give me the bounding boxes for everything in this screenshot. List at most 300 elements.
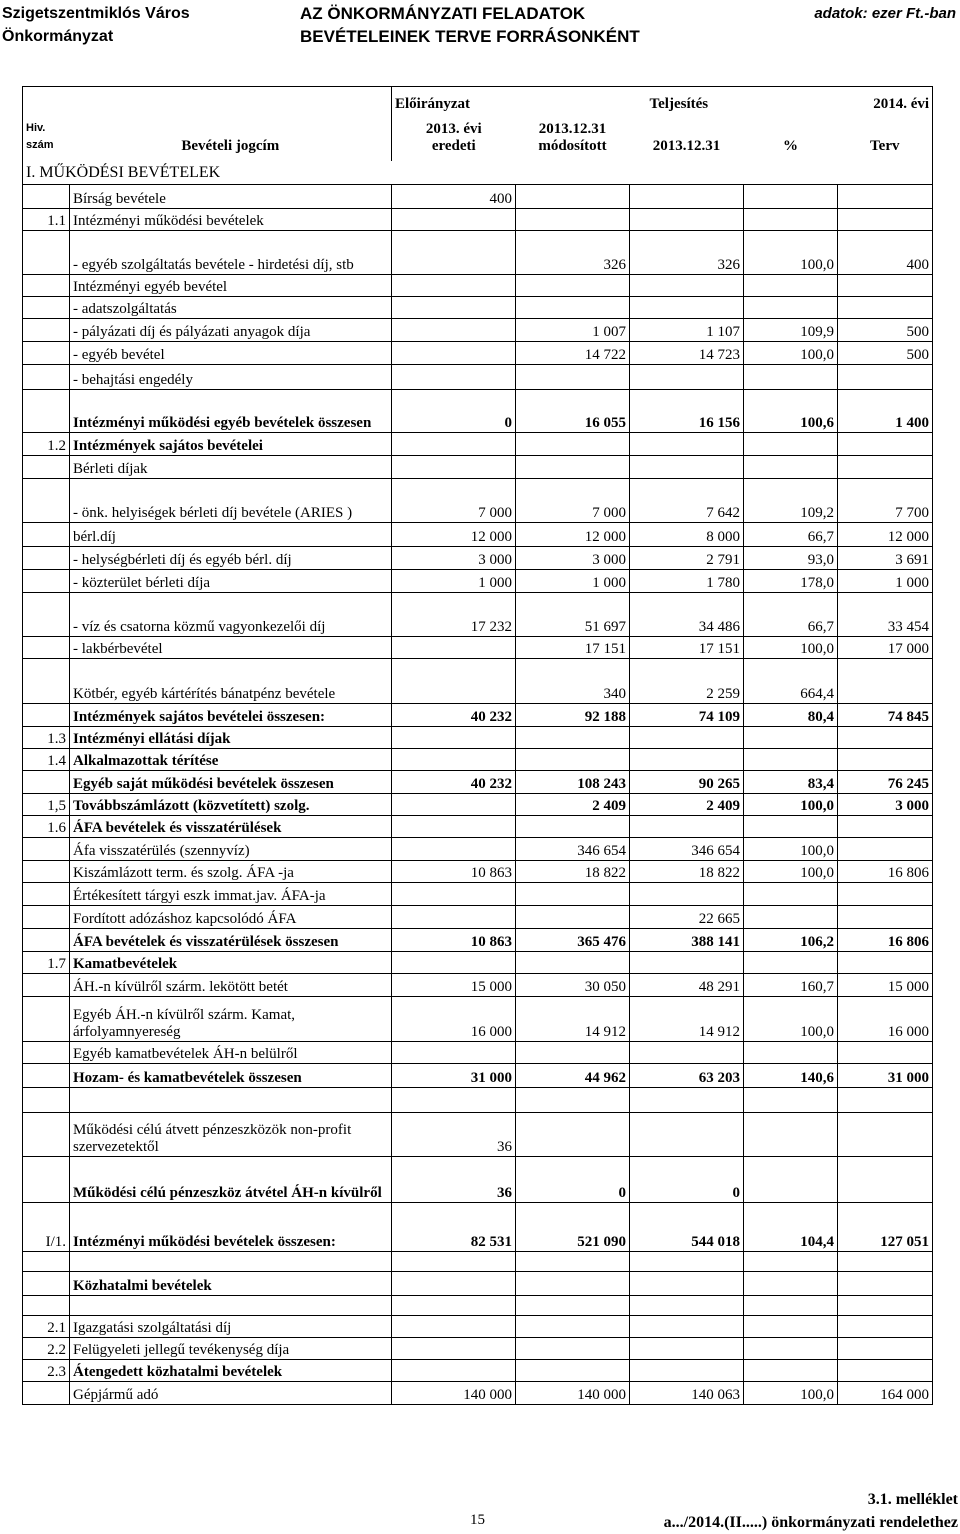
value-modositott bbox=[516, 1113, 630, 1157]
value-teljesites: 63 203 bbox=[630, 1064, 744, 1088]
section-title: I. MŰKÖDÉSI BEVÉTELEK bbox=[23, 161, 392, 185]
row-id bbox=[23, 593, 70, 637]
row-label: Továbbszámlázott (közvetített) szolg. bbox=[70, 794, 392, 816]
row-label: Kötbér, egyéb kártérítés bánatpénz bevétele bbox=[70, 659, 392, 704]
value-percent bbox=[744, 749, 838, 771]
value-terv bbox=[838, 433, 933, 456]
value-percent: 100,0 bbox=[744, 231, 838, 275]
value-modositott: 0 bbox=[516, 1157, 630, 1203]
row-label: Egyéb ÁH.-n kívülről szárm. Kamat, árfolyamnyereség bbox=[70, 997, 392, 1042]
value-percent: 100,0 bbox=[744, 1382, 838, 1405]
value-eredeti: 0 bbox=[392, 390, 516, 433]
row-label: - behajtási engedély bbox=[70, 365, 392, 390]
value-percent bbox=[744, 209, 838, 231]
value-modositott bbox=[516, 209, 630, 231]
value-modositott: 18 822 bbox=[516, 861, 630, 883]
value-teljesites bbox=[630, 816, 744, 838]
row-id bbox=[23, 456, 70, 479]
value-percent: 140,6 bbox=[744, 1064, 838, 1088]
value-percent: 160,7 bbox=[744, 974, 838, 997]
value-modositott: 51 697 bbox=[516, 593, 630, 637]
row-label: Alkalmazottak térítése bbox=[70, 749, 392, 771]
row-label: Intézményi működési bevételek összesen: bbox=[70, 1203, 392, 1252]
row-label: Működési célú pénzeszköz átvétel ÁH-n kívülről bbox=[70, 1157, 392, 1203]
row-id bbox=[23, 319, 70, 342]
value-teljesites bbox=[630, 433, 744, 456]
row-id: 2.1 bbox=[23, 1316, 70, 1338]
value-teljesites: 16 156 bbox=[630, 390, 744, 433]
row-label bbox=[70, 1296, 392, 1316]
value-modositott bbox=[516, 1042, 630, 1064]
row-label: Fordított adózáshoz kapcsolódó ÁFA bbox=[70, 906, 392, 929]
municipality-name-line2: Önkormányzat bbox=[2, 28, 114, 45]
value-teljesites: 544 018 bbox=[630, 1203, 744, 1252]
table-row bbox=[23, 275, 933, 297]
value-percent: 100,6 bbox=[744, 390, 838, 433]
value-modositott bbox=[516, 1272, 630, 1296]
value-modositott bbox=[516, 1252, 630, 1272]
value-teljesites bbox=[630, 1088, 744, 1113]
table-row bbox=[23, 433, 933, 456]
value-terv: 127 051 bbox=[838, 1203, 933, 1252]
value-percent bbox=[744, 727, 838, 749]
value-teljesites bbox=[630, 1296, 744, 1316]
value-terv bbox=[838, 816, 933, 838]
value-eredeti bbox=[392, 883, 516, 906]
table-row bbox=[23, 547, 933, 570]
value-eredeti: 10 863 bbox=[392, 929, 516, 952]
value-terv bbox=[838, 209, 933, 231]
row-id: 1.4 bbox=[23, 749, 70, 771]
value-percent bbox=[744, 1360, 838, 1382]
value-modositott bbox=[516, 952, 630, 974]
row-id bbox=[23, 185, 70, 209]
row-id bbox=[23, 297, 70, 319]
value-teljesites: 2 409 bbox=[630, 794, 744, 816]
col-hiv: Hiv. bbox=[26, 121, 46, 134]
value-terv: 12 000 bbox=[838, 523, 933, 547]
value-teljesites bbox=[630, 1272, 744, 1296]
table-row bbox=[23, 1382, 933, 1405]
row-id bbox=[23, 1064, 70, 1088]
value-eredeti: 3 000 bbox=[392, 547, 516, 570]
value-modositott: 12 000 bbox=[516, 523, 630, 547]
row-label: ÁFA bevételek és visszatérülések bbox=[70, 816, 392, 838]
row-id bbox=[23, 479, 70, 523]
col-eredeti bbox=[392, 113, 516, 161]
value-eredeti: 36 bbox=[392, 1157, 516, 1203]
value-teljesites: 48 291 bbox=[630, 974, 744, 997]
row-id bbox=[23, 1272, 70, 1296]
value-percent bbox=[744, 275, 838, 297]
value-teljesites: 14 723 bbox=[630, 342, 744, 365]
value-percent bbox=[744, 433, 838, 456]
value-eredeti: 1 000 bbox=[392, 570, 516, 593]
value-eredeti: 40 232 bbox=[392, 771, 516, 794]
row-id: 2.3 bbox=[23, 1360, 70, 1382]
value-modositott bbox=[516, 297, 630, 319]
value-teljesites: 74 109 bbox=[630, 704, 744, 727]
value-modositott bbox=[516, 906, 630, 929]
value-teljesites: 1 107 bbox=[630, 319, 744, 342]
value-teljesites: 8 000 bbox=[630, 523, 744, 547]
table-row bbox=[23, 1360, 933, 1382]
value-modositott: 365 476 bbox=[516, 929, 630, 952]
table-row bbox=[23, 593, 933, 637]
row-label: - egyéb bevétel bbox=[70, 342, 392, 365]
value-teljesites bbox=[630, 749, 744, 771]
row-label: Működési célú átvett pénzeszközök non-profit szervezetektől bbox=[70, 1113, 392, 1157]
value-terv: 76 245 bbox=[838, 771, 933, 794]
value-percent: 178,0 bbox=[744, 570, 838, 593]
table-row bbox=[23, 570, 933, 593]
value-modositott bbox=[516, 816, 630, 838]
row-label: Intézmények sajátos bevételei bbox=[70, 433, 392, 456]
value-percent bbox=[744, 1252, 838, 1272]
value-teljesites bbox=[630, 1360, 744, 1382]
row-label: - pályázati díj és pályázati anyagok díja bbox=[70, 319, 392, 342]
value-terv bbox=[838, 749, 933, 771]
value-percent: 100,0 bbox=[744, 794, 838, 816]
table-row bbox=[23, 637, 933, 659]
value-percent: 80,4 bbox=[744, 704, 838, 727]
value-eredeti bbox=[392, 275, 516, 297]
row-id bbox=[23, 838, 70, 861]
table-row bbox=[23, 727, 933, 749]
col-modositott-line1: 2013.12.31 bbox=[538, 120, 607, 137]
value-eredeti: 12 000 bbox=[392, 523, 516, 547]
row-label: Felügyeleti jellegű tevékenység díja bbox=[70, 1338, 392, 1360]
annex-label: 3.1. melléklet bbox=[867, 1491, 958, 1508]
row-label: - adatszolgáltatás bbox=[70, 297, 392, 319]
row-label: Értékesített tárgyi eszk immat.jav. ÁFA-ja bbox=[70, 883, 392, 906]
table-row bbox=[23, 929, 933, 952]
value-eredeti bbox=[392, 952, 516, 974]
document-title bbox=[300, 2, 670, 48]
row-label: Kamatbevételek bbox=[70, 952, 392, 974]
spacer-row bbox=[23, 1296, 933, 1316]
table-row bbox=[23, 319, 933, 342]
value-terv: 17 000 bbox=[838, 637, 933, 659]
value-eredeti bbox=[392, 297, 516, 319]
row-id bbox=[23, 883, 70, 906]
value-percent: 100,0 bbox=[744, 342, 838, 365]
table-row bbox=[23, 906, 933, 929]
table-row bbox=[23, 861, 933, 883]
value-eredeti bbox=[392, 1316, 516, 1338]
row-label: - egyéb szolgáltatás bevétele - hirdetési díj, stb bbox=[70, 231, 392, 275]
value-terv: 16 806 bbox=[838, 929, 933, 952]
value-teljesites: 90 265 bbox=[630, 771, 744, 794]
spacer-row bbox=[23, 1088, 933, 1113]
row-id bbox=[23, 275, 70, 297]
value-terv: 3 000 bbox=[838, 794, 933, 816]
value-modositott bbox=[516, 1338, 630, 1360]
col-szam: szám bbox=[26, 138, 54, 151]
value-eredeti: 400 bbox=[392, 185, 516, 209]
row-label: Egyéb saját működési bevételek összesen bbox=[70, 771, 392, 794]
value-terv: 16 806 bbox=[838, 861, 933, 883]
value-modositott bbox=[516, 433, 630, 456]
value-teljesites bbox=[630, 883, 744, 906]
row-id: 1.6 bbox=[23, 816, 70, 838]
value-eredeti bbox=[392, 816, 516, 838]
value-modositott bbox=[516, 456, 630, 479]
value-teljesites: 140 063 bbox=[630, 1382, 744, 1405]
row-label: Intézményi ellátási díjak bbox=[70, 727, 392, 749]
value-terv bbox=[838, 952, 933, 974]
value-modositott: 140 000 bbox=[516, 1382, 630, 1405]
table-row bbox=[23, 771, 933, 794]
value-teljesites: 22 665 bbox=[630, 906, 744, 929]
row-label: Gépjármű adó bbox=[70, 1382, 392, 1405]
value-modositott: 30 050 bbox=[516, 974, 630, 997]
value-eredeti: 16 000 bbox=[392, 997, 516, 1042]
value-eredeti: 140 000 bbox=[392, 1382, 516, 1405]
value-teljesites bbox=[630, 727, 744, 749]
row-label: Áfa visszatérülés (szennyvíz) bbox=[70, 838, 392, 861]
value-percent bbox=[744, 1157, 838, 1203]
value-eredeti bbox=[392, 1042, 516, 1064]
row-id: 1.3 bbox=[23, 727, 70, 749]
value-teljesites bbox=[630, 1252, 744, 1272]
value-teljesites: 346 654 bbox=[630, 838, 744, 861]
value-percent bbox=[744, 297, 838, 319]
value-percent bbox=[744, 456, 838, 479]
value-eredeti bbox=[392, 727, 516, 749]
col-modositott-line2: módosított bbox=[538, 137, 607, 154]
value-modositott: 2 409 bbox=[516, 794, 630, 816]
table-row bbox=[23, 974, 933, 997]
value-modositott bbox=[516, 883, 630, 906]
table-row bbox=[23, 1338, 933, 1360]
value-percent bbox=[744, 1338, 838, 1360]
value-eredeti bbox=[392, 456, 516, 479]
table-row bbox=[23, 209, 933, 231]
header-row-1 bbox=[23, 87, 933, 113]
value-percent: 66,7 bbox=[744, 593, 838, 637]
row-label: Igazgatási szolgáltatási díj bbox=[70, 1316, 392, 1338]
table-row bbox=[23, 1316, 933, 1338]
table-row bbox=[23, 749, 933, 771]
col-percent: % bbox=[783, 137, 798, 154]
table-row bbox=[23, 390, 933, 433]
value-terv: 164 000 bbox=[838, 1382, 933, 1405]
row-id bbox=[23, 929, 70, 952]
value-terv: 1 000 bbox=[838, 570, 933, 593]
value-terv bbox=[838, 1252, 933, 1272]
row-label: - közterület bérleti díja bbox=[70, 570, 392, 593]
value-eredeti: 17 232 bbox=[392, 593, 516, 637]
document-title-line2: BEVÉTELEINEK TERVE FORRÁSONKÉNT bbox=[300, 27, 640, 46]
table-row bbox=[23, 342, 933, 365]
value-terv: 500 bbox=[838, 342, 933, 365]
col-group-eloiranyzat: Előirányzat bbox=[392, 87, 630, 113]
value-teljesites: 388 141 bbox=[630, 929, 744, 952]
row-id bbox=[23, 1296, 70, 1316]
decree-label: a.../2014.(II.....) önkormányzati rendelethez bbox=[663, 1514, 958, 1531]
row-id bbox=[23, 390, 70, 433]
document-title-line1: AZ ÖNKORMÁNYZATI FELADATOK bbox=[300, 4, 586, 23]
row-id bbox=[23, 1252, 70, 1272]
value-modositott: 14 912 bbox=[516, 997, 630, 1042]
row-id bbox=[23, 974, 70, 997]
value-modositott bbox=[516, 727, 630, 749]
value-modositott bbox=[516, 185, 630, 209]
value-percent bbox=[744, 185, 838, 209]
table-row bbox=[23, 883, 933, 906]
value-terv bbox=[838, 1296, 933, 1316]
table-row bbox=[23, 1203, 933, 1252]
header-row-2 bbox=[23, 113, 933, 161]
value-modositott: 346 654 bbox=[516, 838, 630, 861]
row-label: Bírság bevétele bbox=[70, 185, 392, 209]
col-group-2014: 2014. évi bbox=[838, 87, 933, 113]
row-id bbox=[23, 1157, 70, 1203]
value-modositott: 1 000 bbox=[516, 570, 630, 593]
value-modositott bbox=[516, 1088, 630, 1113]
row-label: ÁFA bevételek és visszatérülések összesen bbox=[70, 929, 392, 952]
col-bevjogcim: Bevételi jogcím bbox=[70, 113, 392, 161]
value-teljesites bbox=[630, 185, 744, 209]
row-label: Átengedett közhatalmi bevételek bbox=[70, 1360, 392, 1382]
col-eredeti-line2: eredeti bbox=[431, 137, 476, 154]
value-percent bbox=[744, 1042, 838, 1064]
value-terv bbox=[838, 727, 933, 749]
col-modositott bbox=[516, 113, 630, 161]
value-percent: 100,0 bbox=[744, 838, 838, 861]
value-terv bbox=[838, 1338, 933, 1360]
value-eredeti: 10 863 bbox=[392, 861, 516, 883]
table-row bbox=[23, 704, 933, 727]
value-percent: 100,0 bbox=[744, 861, 838, 883]
row-label: Intézményi működési bevételek bbox=[70, 209, 392, 231]
value-teljesites: 2 791 bbox=[630, 547, 744, 570]
row-id bbox=[23, 906, 70, 929]
value-percent bbox=[744, 906, 838, 929]
row-label: Bérleti díjak bbox=[70, 456, 392, 479]
value-eredeti: 36 bbox=[392, 1113, 516, 1157]
value-teljesites: 2 259 bbox=[630, 659, 744, 704]
value-modositott: 340 bbox=[516, 659, 630, 704]
row-id bbox=[23, 342, 70, 365]
value-modositott: 3 000 bbox=[516, 547, 630, 570]
value-eredeti: 15 000 bbox=[392, 974, 516, 997]
value-teljesites bbox=[630, 209, 744, 231]
value-terv bbox=[838, 1113, 933, 1157]
units-note: adatok: ezer Ft.-ban bbox=[814, 5, 956, 22]
row-id bbox=[23, 547, 70, 570]
row-label: Kiszámlázott term. és szolg. ÁFA -ja bbox=[70, 861, 392, 883]
row-id: 1,5 bbox=[23, 794, 70, 816]
value-terv bbox=[838, 1360, 933, 1382]
value-eredeti bbox=[392, 659, 516, 704]
row-label: - víz és csatorna közmű vagyonkezelői díj bbox=[70, 593, 392, 637]
row-label bbox=[70, 1088, 392, 1113]
col-hiv-szam bbox=[23, 113, 70, 161]
value-percent bbox=[744, 1088, 838, 1113]
row-id: 2.2 bbox=[23, 1338, 70, 1360]
value-eredeti bbox=[392, 1360, 516, 1382]
table-row bbox=[23, 523, 933, 547]
table-row bbox=[23, 816, 933, 838]
value-percent bbox=[744, 365, 838, 390]
col-group-teljesites: Teljesítés bbox=[630, 87, 838, 113]
value-percent: 100,0 bbox=[744, 637, 838, 659]
value-terv: 1 400 bbox=[838, 390, 933, 433]
value-terv: 31 000 bbox=[838, 1064, 933, 1088]
col-teljesites-date: 2013.12.31 bbox=[652, 137, 721, 154]
value-percent: 104,4 bbox=[744, 1203, 838, 1252]
row-id bbox=[23, 997, 70, 1042]
table-row bbox=[23, 231, 933, 275]
value-terv bbox=[838, 838, 933, 861]
row-id bbox=[23, 704, 70, 727]
value-eredeti bbox=[392, 1338, 516, 1360]
value-teljesites bbox=[630, 365, 744, 390]
row-label: Egyéb kamatbevételek ÁH-n belülről bbox=[70, 1042, 392, 1064]
value-modositott bbox=[516, 275, 630, 297]
value-percent bbox=[744, 883, 838, 906]
value-eredeti bbox=[392, 209, 516, 231]
value-modositott: 521 090 bbox=[516, 1203, 630, 1252]
value-percent bbox=[744, 816, 838, 838]
table-row bbox=[23, 456, 933, 479]
value-teljesites bbox=[630, 456, 744, 479]
value-modositott: 44 962 bbox=[516, 1064, 630, 1088]
value-eredeti bbox=[392, 637, 516, 659]
row-label: Intézményi egyéb bevétel bbox=[70, 275, 392, 297]
value-teljesites: 326 bbox=[630, 231, 744, 275]
value-teljesites: 1 780 bbox=[630, 570, 744, 593]
row-id bbox=[23, 1088, 70, 1113]
value-eredeti bbox=[392, 838, 516, 861]
value-percent: 106,2 bbox=[744, 929, 838, 952]
value-teljesites bbox=[630, 1316, 744, 1338]
table-row bbox=[23, 838, 933, 861]
value-eredeti bbox=[392, 1252, 516, 1272]
value-terv bbox=[838, 1272, 933, 1296]
value-eredeti bbox=[392, 1088, 516, 1113]
table-row bbox=[23, 365, 933, 390]
value-percent bbox=[744, 1296, 838, 1316]
section-row bbox=[23, 161, 933, 185]
value-terv bbox=[838, 365, 933, 390]
table-row bbox=[23, 1064, 933, 1088]
col-eredeti-line1: 2013. évi bbox=[425, 120, 482, 137]
value-terv bbox=[838, 659, 933, 704]
value-terv bbox=[838, 1316, 933, 1338]
value-eredeti bbox=[392, 342, 516, 365]
value-terv: 16 000 bbox=[838, 997, 933, 1042]
value-eredeti: 40 232 bbox=[392, 704, 516, 727]
row-label: bérl.díj bbox=[70, 523, 392, 547]
value-percent: 83,4 bbox=[744, 771, 838, 794]
value-percent: 66,7 bbox=[744, 523, 838, 547]
value-percent bbox=[744, 1316, 838, 1338]
value-teljesites bbox=[630, 1113, 744, 1157]
table-row bbox=[23, 952, 933, 974]
value-percent bbox=[744, 952, 838, 974]
value-modositott: 14 722 bbox=[516, 342, 630, 365]
row-id bbox=[23, 637, 70, 659]
municipality-name-line1: Szigetszentmiklós Város bbox=[2, 5, 190, 22]
table-row bbox=[23, 185, 933, 209]
value-percent: 664,4 bbox=[744, 659, 838, 704]
row-id bbox=[23, 231, 70, 275]
value-terv bbox=[838, 297, 933, 319]
row-id bbox=[23, 1113, 70, 1157]
